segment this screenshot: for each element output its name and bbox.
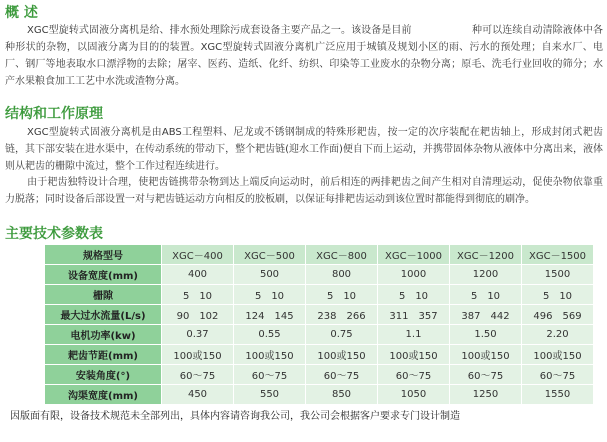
table-cell: 100或150 <box>234 345 306 365</box>
table-cell: 2.20 <box>522 325 594 345</box>
table-header-row <box>45 245 594 265</box>
table-cell: 0.55 <box>234 325 306 345</box>
row-label: 规格型号 <box>45 245 162 265</box>
row-label: 栅隙 <box>45 285 162 305</box>
table-cell: 0.37 <box>162 325 234 345</box>
table-cell: 1.50 <box>450 325 522 345</box>
overview-text: XGC型旋转式固液分离机是给、排水预处理除污成套设备主要产品之一。该设备是目前 种可以连续自动清除液体中各种形状的杂物，以固液分离为目的的装置。XGC型旋转式固液分离机广泛应用于城镇及规划小区的雨、污水的预处理；自来水厂、电厂、钢厂等地表取水口漂浮物的去除；屠宰、医药、造纸、化纤、纺织、印染等工业废水的杂物分离；原毛、洗毛行业回收的筛分；水产水果粮食加工工艺中水洗或渣物分离。 <box>5 25 603 87</box>
table-cell: 60～75 <box>234 365 306 385</box>
structure-heading: 结构和工作原理 <box>5 106 103 122</box>
footer-note: 因版面有限，设备技术规范未全部列出，具体内容请咨询我公司，我公司会根据客户要求专门设计制造 <box>10 411 460 422</box>
structure-paragraph-1 <box>5 124 603 175</box>
table-cell: 5 10 <box>378 285 450 305</box>
table-cell: 450 <box>162 385 234 405</box>
table-row <box>45 305 594 325</box>
overview-paragraph <box>5 22 603 90</box>
structure-paragraph-2 <box>5 174 603 208</box>
table-row <box>45 385 594 405</box>
model-header-cell: XGC－500 <box>234 245 306 265</box>
table-cell: 800 <box>306 265 378 285</box>
table-cell: 60～75 <box>162 365 234 385</box>
table-cell: 124 145 <box>234 305 306 325</box>
table-row <box>45 285 594 305</box>
table-cell: 100或150 <box>306 345 378 365</box>
table-cell: 100或150 <box>522 345 594 365</box>
table-cell: 60～75 <box>378 365 450 385</box>
table-row <box>45 345 594 365</box>
table-row <box>45 265 594 285</box>
row-label: 安装角度(°) <box>45 365 162 385</box>
row-label: 设备宽度(mm) <box>45 265 162 285</box>
table-cell: 850 <box>306 385 378 405</box>
model-header-cell: XGC－1000 <box>378 245 450 265</box>
table-row <box>45 365 594 385</box>
overview-heading: 概 述 <box>5 5 38 21</box>
row-label: 耙齿节距(mm) <box>45 345 162 365</box>
model-header-cell: XGC－1500 <box>522 245 594 265</box>
table-cell: 60～75 <box>306 365 378 385</box>
table-cell: 0.75 <box>306 325 378 345</box>
table-cell: 238 266 <box>306 305 378 325</box>
spec-table <box>44 244 594 405</box>
specs-heading: 主要技术参数表 <box>5 226 103 242</box>
table-cell: 100或150 <box>162 345 234 365</box>
structure-text-2: 由于耙齿独特设计合理，使耙齿链携带杂物到达上端反向运动时，前后相连的两排耙齿之间产生相对自清理运动，促使杂物依靠重力脱落；同时设备后部设置一对与耙齿链运动方向相反的胶板刷，以保证每排耙齿运动到该位置时都能得到彻底的刷净。 <box>5 177 603 205</box>
table-row <box>45 325 594 345</box>
table-cell: 5 10 <box>234 285 306 305</box>
table-cell: 1250 <box>450 385 522 405</box>
table-cell: 1.1 <box>378 325 450 345</box>
table-cell: 1200 <box>450 265 522 285</box>
model-header-cell: XGC－400 <box>162 245 234 265</box>
table-cell: 5 10 <box>162 285 234 305</box>
table-cell: 5 10 <box>450 285 522 305</box>
table-cell: 90 102 <box>162 305 234 325</box>
row-label: 最大过水流量(L/s) <box>45 305 162 325</box>
model-header-cell: XGC－1200 <box>450 245 522 265</box>
structure-text-1: XGC型旋转式固液分离机是由ABS工程塑料、尼龙或不锈钢制成的特殊形耙齿，按一定的次序装配在耙齿轴上，形成封闭式耙齿链，其下部安装在进水渠中，在传动系统的带动下，整个耙齿链(迎水工作面)便自下而上运动，并携带固体杂物从液体中分离出来，液体则从耙齿的栅隙中流过，整个工作过程连续进行。 <box>5 127 603 172</box>
table-cell: 5 10 <box>522 285 594 305</box>
table-cell: 1000 <box>378 265 450 285</box>
table-cell: 1550 <box>522 385 594 405</box>
table-cell: 100或150 <box>378 345 450 365</box>
table-cell: 311 357 <box>378 305 450 325</box>
table-cell: 60～75 <box>450 365 522 385</box>
table-cell: 387 442 <box>450 305 522 325</box>
model-header-cell: XGC－800 <box>306 245 378 265</box>
table-cell: 1050 <box>378 385 450 405</box>
table-cell: 100或150 <box>450 345 522 365</box>
row-label: 电机功率(kw) <box>45 325 162 345</box>
table-cell: 1500 <box>522 265 594 285</box>
table-cell: 60～75 <box>522 365 594 385</box>
table-cell: 550 <box>234 385 306 405</box>
table-cell: 496 569 <box>522 305 594 325</box>
spec-table-body <box>45 245 594 405</box>
row-label: 沟渠宽度(mm) <box>45 385 162 405</box>
table-cell: 500 <box>234 265 306 285</box>
table-cell: 400 <box>162 265 234 285</box>
table-cell: 5 10 <box>306 285 378 305</box>
